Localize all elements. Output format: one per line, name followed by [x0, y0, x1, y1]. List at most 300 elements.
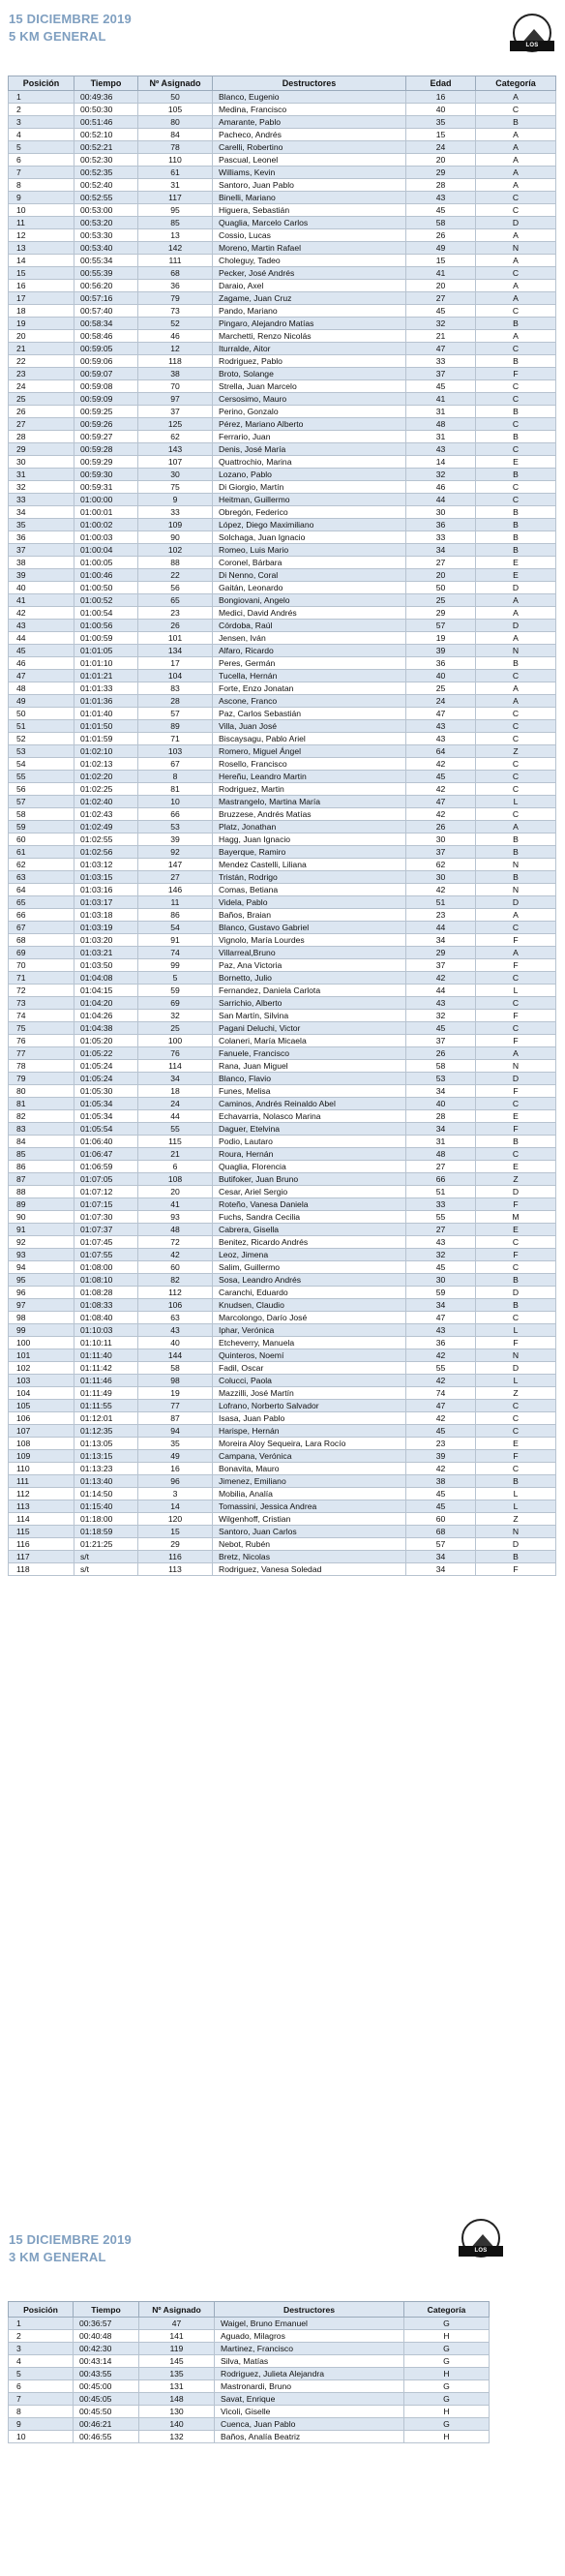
- cell-runner: Cuenca, Juan Pablo: [215, 2418, 404, 2431]
- table-row: [9, 1186, 556, 1198]
- table-row: [9, 1513, 556, 1526]
- cell-time: 01:04:38: [74, 1022, 138, 1035]
- table-row: [9, 846, 556, 859]
- cell-position: 27: [9, 418, 74, 431]
- cell-runner: Echavarria, Nolasco Marina: [213, 1110, 406, 1123]
- cell-runner: Bornetto, Julio: [213, 972, 406, 985]
- table-row: [9, 771, 556, 783]
- cell-time: 01:13:05: [74, 1438, 138, 1450]
- cell-category: C: [476, 708, 556, 720]
- cell-time: 01:02:49: [74, 821, 138, 833]
- cell-bib: 146: [138, 884, 213, 896]
- cell-position: 105: [9, 1400, 74, 1412]
- cell-age: 51: [406, 1186, 476, 1198]
- column-header-position[interactable]: Posición: [9, 2302, 74, 2318]
- club-logo: [510, 14, 560, 59]
- cell-time: 01:01:10: [74, 657, 138, 670]
- cell-runner: Heitman, Guillermo: [213, 494, 406, 506]
- cell-time: 00:46:21: [74, 2418, 139, 2431]
- column-header-runner[interactable]: Destructores: [215, 2302, 404, 2318]
- cell-runner: Quattrochio, Marina: [213, 456, 406, 469]
- cell-position: 26: [9, 406, 74, 418]
- cell-age: 27: [406, 557, 476, 569]
- cell-position: 115: [9, 1526, 74, 1538]
- cell-runner: Bretz, Nicolas: [213, 1551, 406, 1563]
- table-row: [9, 406, 556, 418]
- cell-category: D: [476, 896, 556, 909]
- cell-position: 72: [9, 985, 74, 997]
- cell-time: 01:02:55: [74, 833, 138, 846]
- table-row: [9, 393, 556, 406]
- table-row: [9, 431, 556, 443]
- cell-bib: 5: [138, 972, 213, 985]
- cell-position: 15: [9, 267, 74, 280]
- cell-position: 89: [9, 1198, 74, 1211]
- cell-category: C: [476, 1022, 556, 1035]
- cell-position: 4: [9, 2355, 74, 2368]
- cell-age: 30: [406, 1274, 476, 1287]
- cell-age: 42: [406, 884, 476, 896]
- cell-time: 00:59:06: [74, 355, 138, 368]
- cell-age: 43: [406, 720, 476, 733]
- cell-age: 32: [406, 469, 476, 481]
- cell-bib: 12: [138, 343, 213, 355]
- cell-bib: 11: [138, 896, 213, 909]
- cell-bib: 15: [138, 1526, 213, 1538]
- cell-bib: 31: [138, 179, 213, 192]
- cell-runner: Wilgenhoff, Cristian: [213, 1513, 406, 1526]
- cell-time: 00:59:27: [74, 431, 138, 443]
- event-date: 15 DICIEMBRE 2019: [9, 2232, 132, 2247]
- cell-bib: 82: [138, 1274, 213, 1287]
- table-header-row: [9, 2302, 490, 2318]
- cell-position: 62: [9, 859, 74, 871]
- cell-position: 87: [9, 1173, 74, 1186]
- table-row: [9, 1098, 556, 1110]
- table-row: [9, 1538, 556, 1551]
- cell-runner: Zagame, Juan Cruz: [213, 292, 406, 305]
- cell-runner: Isasa, Juan Pablo: [213, 1412, 406, 1425]
- cell-position: 93: [9, 1249, 74, 1261]
- cell-category: Z: [476, 745, 556, 758]
- cell-runner: Benitez, Ricardo Andrés: [213, 1236, 406, 1249]
- cell-runner: Roura, Hernán: [213, 1148, 406, 1161]
- cell-runner: Blanco, Gustavo Gabriel: [213, 922, 406, 934]
- cell-age: 31: [406, 1136, 476, 1148]
- cell-category: E: [476, 569, 556, 582]
- cell-time: 00:36:57: [74, 2318, 139, 2330]
- cell-bib: 114: [138, 1060, 213, 1073]
- cell-position: 106: [9, 1412, 74, 1425]
- table-row: [9, 922, 556, 934]
- cell-category: E: [476, 1161, 556, 1173]
- cell-age: 47: [406, 1400, 476, 1412]
- cell-time: 01:08:40: [74, 1312, 138, 1324]
- cell-position: 82: [9, 1110, 74, 1123]
- cell-category: B: [476, 833, 556, 846]
- cell-age: 39: [406, 645, 476, 657]
- cell-runner: Córdoba, Raúl: [213, 620, 406, 632]
- cell-runner: Cabrera, Gisella: [213, 1224, 406, 1236]
- cell-category: B: [476, 1551, 556, 1563]
- cell-position: 102: [9, 1362, 74, 1375]
- cell-runner: Vicoli, Giselle: [215, 2406, 404, 2418]
- cell-bib: 25: [138, 1022, 213, 1035]
- cell-bib: 99: [138, 959, 213, 972]
- cell-time: 00:59:08: [74, 380, 138, 393]
- cell-bib: 66: [138, 808, 213, 821]
- cell-runner: Di Nenno, Coral: [213, 569, 406, 582]
- table-row: [9, 519, 556, 531]
- cell-time: 00:59:07: [74, 368, 138, 380]
- cell-age: 42: [406, 1412, 476, 1425]
- cell-age: 24: [406, 141, 476, 154]
- cell-bib: 19: [138, 1387, 213, 1400]
- race-title: 3 KM GENERAL: [9, 2250, 106, 2264]
- cell-category: F: [476, 934, 556, 947]
- table-row: [9, 1035, 556, 1047]
- cell-age: 55: [406, 1211, 476, 1224]
- cell-position: 36: [9, 531, 74, 544]
- table-row: [9, 2368, 490, 2380]
- cell-age: 45: [406, 380, 476, 393]
- table-row: [9, 632, 556, 645]
- cell-bib: 103: [138, 745, 213, 758]
- cell-position: 81: [9, 1098, 74, 1110]
- cell-bib: 125: [138, 418, 213, 431]
- cell-position: 114: [9, 1513, 74, 1526]
- table-row: [9, 758, 556, 771]
- cell-time: 01:07:45: [74, 1236, 138, 1249]
- cell-bib: 134: [138, 645, 213, 657]
- cell-bib: 35: [138, 1438, 213, 1450]
- table-row: [9, 620, 556, 632]
- cell-runner: Hereñu, Leandro Martin: [213, 771, 406, 783]
- column-header-category[interactable]: Categoría: [404, 2302, 490, 2318]
- cell-time: 01:12:01: [74, 1412, 138, 1425]
- cell-age: 45: [406, 1488, 476, 1500]
- table-row: [9, 1073, 556, 1085]
- column-header-bib[interactable]: Nº Asignado: [139, 2302, 215, 2318]
- cell-position: 19: [9, 318, 74, 330]
- cell-runner: Pascual, Leonel: [213, 154, 406, 167]
- cell-age: 43: [406, 1324, 476, 1337]
- cell-age: 62: [406, 859, 476, 871]
- cell-age: 44: [406, 922, 476, 934]
- table-row: [9, 833, 556, 846]
- cell-age: 40: [406, 1098, 476, 1110]
- cell-position: 2: [9, 2330, 74, 2343]
- cell-category: C: [476, 305, 556, 318]
- table-row: [9, 1551, 556, 1563]
- cell-runner: Obregón, Federico: [213, 506, 406, 519]
- cell-runner: Pérez, Mariano Alberto: [213, 418, 406, 431]
- cell-bib: 142: [138, 242, 213, 255]
- cell-position: 12: [9, 229, 74, 242]
- table-row: [9, 1136, 556, 1148]
- cell-position: 56: [9, 783, 74, 796]
- table-row: [9, 934, 556, 947]
- cell-runner: Aguado, Milagros: [215, 2330, 404, 2343]
- cell-age: 64: [406, 745, 476, 758]
- cell-time: 01:03:50: [74, 959, 138, 972]
- table-row: [9, 292, 556, 305]
- cell-position: 11: [9, 217, 74, 229]
- table-row: [9, 1047, 556, 1060]
- cell-category: A: [476, 167, 556, 179]
- cell-category: A: [476, 947, 556, 959]
- cell-time: 01:07:37: [74, 1224, 138, 1236]
- cell-category: L: [476, 796, 556, 808]
- cell-time: 01:10:11: [74, 1337, 138, 1349]
- cell-position: 9: [9, 2418, 74, 2431]
- cell-runner: Butifoker, Juan Bruno: [213, 1173, 406, 1186]
- column-header-category[interactable]: Categoría: [476, 76, 556, 91]
- cell-runner: Mastronardi, Bruno: [215, 2380, 404, 2393]
- cell-time: 00:59:29: [74, 456, 138, 469]
- cell-category: C: [476, 972, 556, 985]
- cell-age: 45: [406, 1022, 476, 1035]
- cell-age: 31: [406, 406, 476, 418]
- cell-position: 6: [9, 2380, 74, 2393]
- cell-time: 00:59:31: [74, 481, 138, 494]
- cell-category: G: [404, 2343, 490, 2355]
- cell-time: 00:42:30: [74, 2343, 139, 2355]
- cell-category: C: [476, 393, 556, 406]
- cell-category: L: [476, 1500, 556, 1513]
- cell-bib: 96: [138, 1475, 213, 1488]
- cell-position: 7: [9, 167, 74, 179]
- column-header-time[interactable]: Tiempo: [74, 76, 138, 91]
- cell-bib: 116: [138, 1551, 213, 1563]
- cell-category: C: [476, 997, 556, 1010]
- cell-category: L: [476, 1324, 556, 1337]
- cell-time: 00:51:46: [74, 116, 138, 129]
- table-row: [9, 997, 556, 1010]
- cell-runner: Romeo, Luis Mario: [213, 544, 406, 557]
- cell-time: 01:13:40: [74, 1475, 138, 1488]
- table-row: [9, 217, 556, 229]
- table-row: [9, 1261, 556, 1274]
- cell-age: 60: [406, 1513, 476, 1526]
- table-row: [9, 745, 556, 758]
- cell-position: 4: [9, 129, 74, 141]
- cell-bib: 115: [138, 1136, 213, 1148]
- cell-age: 40: [406, 104, 476, 116]
- table-row: [9, 1500, 556, 1513]
- cell-age: 34: [406, 1123, 476, 1136]
- cell-bib: 145: [139, 2355, 215, 2368]
- cell-time: 00:58:34: [74, 318, 138, 330]
- cell-category: A: [476, 91, 556, 104]
- cell-runner: Sosa, Leandro Andrés: [213, 1274, 406, 1287]
- cell-time: 01:00:05: [74, 557, 138, 569]
- cell-runner: Marchetti, Renzo Nicolás: [213, 330, 406, 343]
- column-header-age[interactable]: Edad: [406, 76, 476, 91]
- cell-position: 90: [9, 1211, 74, 1224]
- cell-time: 01:08:00: [74, 1261, 138, 1274]
- cell-time: 01:04:20: [74, 997, 138, 1010]
- cell-runner: Binelli, Mariano: [213, 192, 406, 204]
- cell-runner: Blanco, Eugenio: [213, 91, 406, 104]
- cell-bib: 70: [138, 380, 213, 393]
- cell-position: 34: [9, 506, 74, 519]
- table-row: [9, 1249, 556, 1261]
- cell-category: C: [476, 1463, 556, 1475]
- column-header-bib[interactable]: Nº Asignado: [138, 76, 213, 91]
- cell-category: C: [476, 481, 556, 494]
- table-row: [9, 154, 556, 167]
- cell-time: 01:01:50: [74, 720, 138, 733]
- cell-age: 66: [406, 1173, 476, 1186]
- cell-category: F: [476, 368, 556, 380]
- table-row: [9, 2318, 490, 2330]
- cell-age: 20: [406, 154, 476, 167]
- cell-bib: 68: [138, 267, 213, 280]
- cell-category: C: [476, 758, 556, 771]
- cell-time: 01:05:54: [74, 1123, 138, 1136]
- table-row: [9, 720, 556, 733]
- cell-position: 18: [9, 305, 74, 318]
- cell-position: 37: [9, 544, 74, 557]
- table-row: [9, 1438, 556, 1450]
- cell-position: 20: [9, 330, 74, 343]
- cell-age: 32: [406, 318, 476, 330]
- table-row: [9, 506, 556, 519]
- cell-age: 57: [406, 620, 476, 632]
- cell-category: H: [404, 2330, 490, 2343]
- cell-time: 01:07:15: [74, 1198, 138, 1211]
- cell-time: 01:10:03: [74, 1324, 138, 1337]
- table-row: [9, 318, 556, 330]
- cell-runner: Fernandez, Daniela Carlota: [213, 985, 406, 997]
- column-header-time[interactable]: Tiempo: [74, 2302, 139, 2318]
- cell-age: 53: [406, 1073, 476, 1085]
- cell-position: 97: [9, 1299, 74, 1312]
- cell-age: 46: [406, 481, 476, 494]
- cell-position: 40: [9, 582, 74, 594]
- cell-bib: 27: [138, 871, 213, 884]
- cell-bib: 104: [138, 670, 213, 682]
- cell-category: C: [476, 783, 556, 796]
- cell-time: 01:01:21: [74, 670, 138, 682]
- cell-time: 00:43:55: [74, 2368, 139, 2380]
- cell-bib: 42: [138, 1249, 213, 1261]
- table-row: [9, 1110, 556, 1123]
- cell-bib: 77: [138, 1400, 213, 1412]
- cell-runner: Gaitán, Leonardo: [213, 582, 406, 594]
- cell-category: G: [404, 2418, 490, 2431]
- table-header-row: [9, 76, 556, 91]
- cell-bib: 28: [138, 695, 213, 708]
- cell-age: 74: [406, 1387, 476, 1400]
- cell-runner: Jensen, Iván: [213, 632, 406, 645]
- cell-time: 00:55:39: [74, 267, 138, 280]
- cell-position: 103: [9, 1375, 74, 1387]
- cell-position: 52: [9, 733, 74, 745]
- table-row: [9, 2393, 490, 2406]
- column-header-runner[interactable]: Destructores: [213, 76, 406, 91]
- cell-time: 01:02:25: [74, 783, 138, 796]
- cell-position: 66: [9, 909, 74, 922]
- cell-runner: Iturralde, Aitor: [213, 343, 406, 355]
- cell-bib: 86: [138, 909, 213, 922]
- cell-time: 00:56:20: [74, 280, 138, 292]
- cell-position: 76: [9, 1035, 74, 1047]
- cell-position: 117: [9, 1551, 74, 1563]
- cell-category: C: [476, 443, 556, 456]
- cell-category: C: [476, 267, 556, 280]
- cell-runner: Harispe, Hernán: [213, 1425, 406, 1438]
- cell-runner: Ascone, Franco: [213, 695, 406, 708]
- cell-bib: 106: [138, 1299, 213, 1312]
- cell-age: 38: [406, 1475, 476, 1488]
- cell-bib: 9: [138, 494, 213, 506]
- table-row: [9, 2418, 490, 2431]
- cell-age: 34: [406, 1299, 476, 1312]
- cell-category: B: [476, 469, 556, 481]
- cell-bib: 88: [138, 557, 213, 569]
- cell-bib: 102: [138, 544, 213, 557]
- table-row: [9, 418, 556, 431]
- cell-age: 42: [406, 972, 476, 985]
- cell-category: B: [476, 657, 556, 670]
- table-row: [9, 280, 556, 292]
- cell-bib: 34: [138, 1073, 213, 1085]
- cell-time: 01:11:42: [74, 1362, 138, 1375]
- cell-bib: 26: [138, 620, 213, 632]
- cell-age: 32: [406, 1249, 476, 1261]
- cell-position: 35: [9, 519, 74, 531]
- cell-age: 26: [406, 1047, 476, 1060]
- cell-age: 47: [406, 708, 476, 720]
- cell-time: 01:08:33: [74, 1299, 138, 1312]
- cell-position: 54: [9, 758, 74, 771]
- cell-time: 00:52:35: [74, 167, 138, 179]
- cell-category: C: [476, 380, 556, 393]
- table-row: [9, 1412, 556, 1425]
- cell-bib: 13: [138, 229, 213, 242]
- cell-bib: 144: [138, 1349, 213, 1362]
- cell-age: 34: [406, 1563, 476, 1576]
- cell-category: F: [476, 1450, 556, 1463]
- table-row: [9, 167, 556, 179]
- cell-position: 3: [9, 116, 74, 129]
- cell-runner: Platz, Jonathan: [213, 821, 406, 833]
- cell-time: 01:08:10: [74, 1274, 138, 1287]
- cell-runner: Coronel, Bárbara: [213, 557, 406, 569]
- column-header-position[interactable]: Posición: [9, 76, 74, 91]
- cell-bib: 48: [138, 1224, 213, 1236]
- cell-position: 112: [9, 1488, 74, 1500]
- cell-time: 01:07:12: [74, 1186, 138, 1198]
- table-row: [9, 1488, 556, 1500]
- cell-position: 14: [9, 255, 74, 267]
- cell-category: B: [476, 116, 556, 129]
- table-row: [9, 1211, 556, 1224]
- cell-position: 39: [9, 569, 74, 582]
- cell-category: B: [476, 355, 556, 368]
- cell-runner: Strella, Juan Marcelo: [213, 380, 406, 393]
- cell-time: 01:02:20: [74, 771, 138, 783]
- cell-category: B: [476, 871, 556, 884]
- cell-bib: 18: [138, 1085, 213, 1098]
- cell-bib: 83: [138, 682, 213, 695]
- cell-runner: Sarrichio, Alberto: [213, 997, 406, 1010]
- cell-bib: 67: [138, 758, 213, 771]
- table-row: [9, 1060, 556, 1073]
- cell-position: 113: [9, 1500, 74, 1513]
